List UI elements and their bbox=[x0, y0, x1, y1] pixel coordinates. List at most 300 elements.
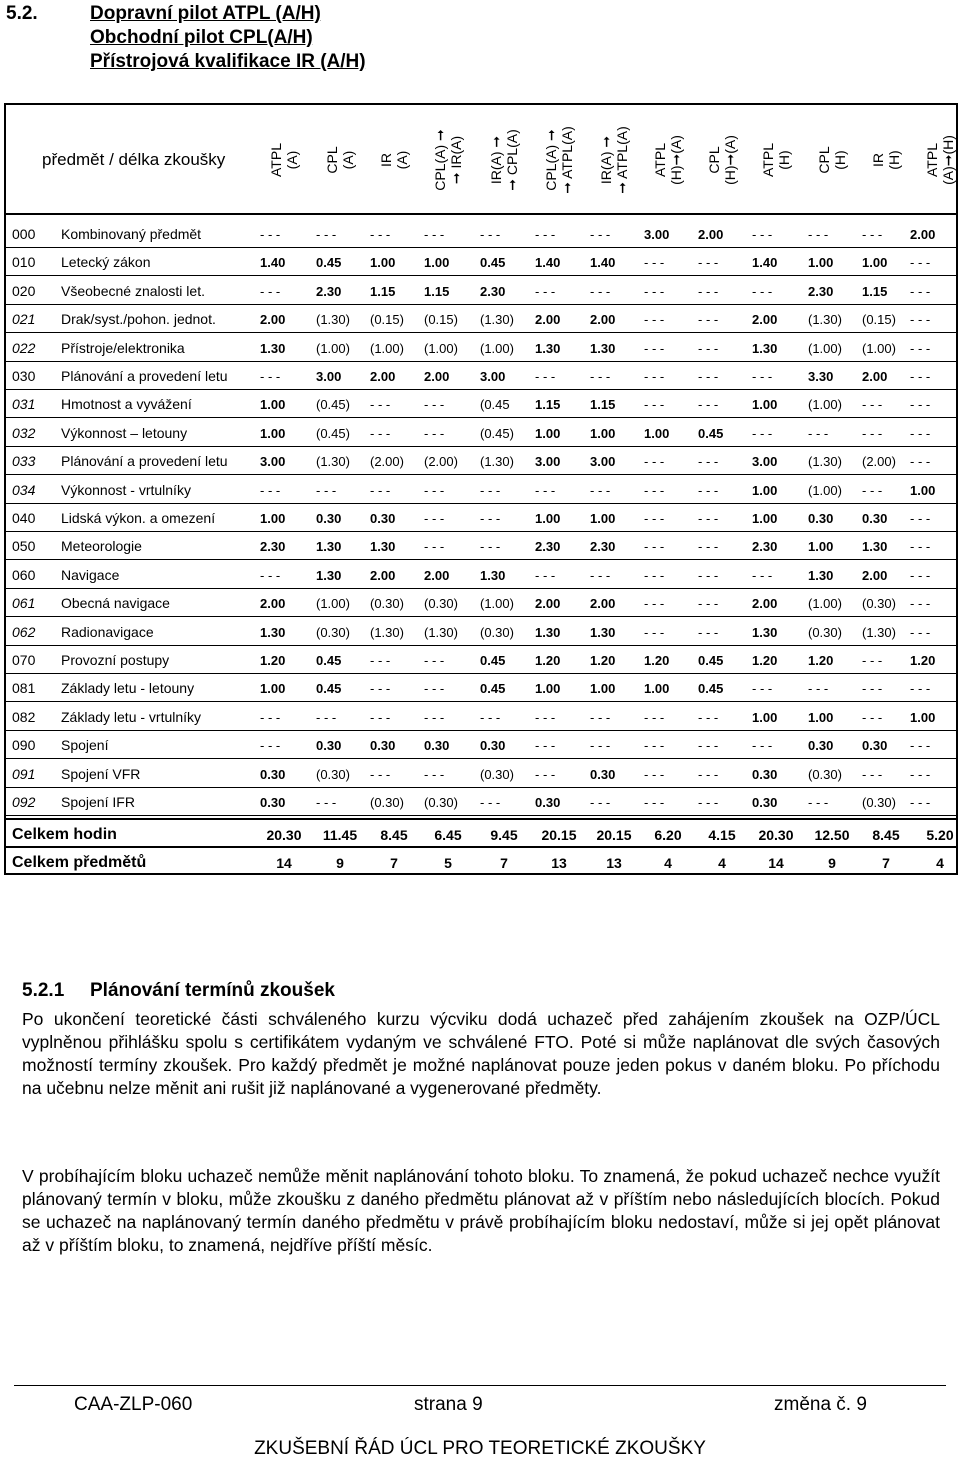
subject-code: 061 bbox=[12, 595, 36, 612]
cell-value: - - - bbox=[698, 255, 719, 271]
total-value: 20.30 bbox=[758, 827, 794, 843]
cell-value: - - - bbox=[424, 709, 445, 725]
cell-value: - - - bbox=[910, 255, 931, 271]
cell-value: 1.30 bbox=[752, 624, 778, 640]
cell-value: 1.30 bbox=[480, 567, 506, 583]
subject-name: Obecná navigace bbox=[61, 595, 170, 612]
cell-value: - - - bbox=[370, 482, 391, 498]
cell-value: 1.20 bbox=[910, 653, 936, 668]
column-header-line1: CPL bbox=[324, 146, 340, 174]
cell-value: 1.00 bbox=[424, 255, 450, 271]
cell-value: (2.00) bbox=[862, 454, 896, 470]
subject-code: 020 bbox=[12, 282, 36, 299]
cell-value: - - - bbox=[698, 511, 719, 526]
subject-code: 090 bbox=[12, 737, 36, 754]
column-header-line1: ATPL bbox=[652, 143, 668, 177]
cell-value: 2.00 bbox=[698, 227, 724, 242]
total-value: 11.45 bbox=[322, 827, 358, 843]
cell-value: - - - bbox=[698, 482, 719, 498]
total-value: 5.20 bbox=[926, 827, 954, 843]
subject-code: 021 bbox=[12, 311, 36, 328]
cell-value: 0.30 bbox=[316, 738, 342, 754]
cell-value: - - - bbox=[370, 397, 391, 413]
cell-value: - - - bbox=[535, 369, 556, 384]
table-row bbox=[6, 561, 956, 589]
cell-value: 0.45 bbox=[698, 425, 724, 441]
cell-value: 1.20 bbox=[535, 653, 561, 668]
subject-code: 062 bbox=[12, 623, 36, 640]
column-header bbox=[477, 115, 531, 205]
cell-value: (1.00) bbox=[316, 340, 350, 356]
subject-code: 031 bbox=[12, 396, 36, 413]
table-row bbox=[6, 390, 956, 418]
cell-value: 1.20 bbox=[590, 653, 616, 668]
cell-value: 2.00 bbox=[260, 312, 286, 328]
cell-value: - - - bbox=[752, 425, 773, 441]
table-header bbox=[6, 105, 956, 215]
cell-value: 0.45 bbox=[480, 255, 506, 271]
cell-value: (1.00) bbox=[480, 340, 514, 356]
table-row bbox=[6, 703, 956, 731]
cell-value: 1.00 bbox=[808, 709, 834, 725]
cell-value: - - - bbox=[370, 709, 391, 725]
total-value: 6.20 bbox=[654, 827, 682, 843]
cell-value: - - - bbox=[752, 369, 773, 384]
cell-value: - - - bbox=[424, 766, 445, 782]
cell-value: - - - bbox=[808, 795, 829, 810]
table-row bbox=[6, 277, 956, 305]
cell-value: - - - bbox=[910, 624, 931, 640]
cell-value: 1.30 bbox=[862, 539, 888, 555]
cell-value: 1.00 bbox=[644, 425, 670, 441]
subject-code: 082 bbox=[12, 708, 36, 725]
cell-value: - - - bbox=[644, 255, 665, 271]
cell-value: 3.00 bbox=[752, 454, 778, 470]
cell-value: 3.00 bbox=[480, 369, 506, 384]
subject-name: Základy letu - letouny bbox=[61, 680, 195, 697]
footer-doc-id: CAA-ZLP-060 bbox=[74, 1394, 193, 1415]
cell-value: (1.00) bbox=[808, 482, 842, 498]
column-header bbox=[313, 115, 367, 205]
cell-value: - - - bbox=[644, 397, 665, 413]
cell-value: - - - bbox=[910, 312, 931, 328]
cell-value: 1.20 bbox=[808, 653, 834, 668]
cell-value: (0.30) bbox=[316, 624, 350, 640]
cell-value: (1.00) bbox=[862, 340, 896, 356]
column-header bbox=[913, 115, 960, 205]
cell-value: 1.30 bbox=[316, 567, 342, 583]
subject-name: Letecký zákon bbox=[61, 254, 151, 271]
cell-value: 0.30 bbox=[590, 766, 616, 782]
cell-value: 1.00 bbox=[535, 511, 561, 526]
cell-value: - - - bbox=[698, 596, 719, 612]
cell-value: 1.40 bbox=[260, 255, 286, 271]
cell-value: 1.30 bbox=[260, 624, 286, 640]
cell-value: 1.30 bbox=[316, 539, 342, 555]
subject-name: Kombinovaný předmět bbox=[61, 226, 202, 242]
column-header bbox=[859, 115, 913, 205]
cell-value: - - - bbox=[535, 738, 556, 754]
cell-value: - - - bbox=[910, 425, 931, 441]
subject-code: 000 bbox=[12, 226, 36, 242]
column-header bbox=[587, 115, 641, 205]
total-value: 20.30 bbox=[266, 827, 302, 843]
cell-value: - - - bbox=[910, 511, 931, 526]
cell-value: - - - bbox=[370, 227, 391, 242]
cell-value: - - - bbox=[644, 369, 665, 384]
cell-value: (1.30) bbox=[808, 312, 842, 328]
table-row bbox=[6, 589, 956, 617]
cell-value: 1.00 bbox=[752, 397, 778, 413]
cell-value: 0.30 bbox=[752, 766, 778, 782]
cell-value: - - - bbox=[480, 227, 501, 242]
cell-value: (0.15) bbox=[370, 312, 404, 328]
subject-name: Drak/syst./pohon. jednot. bbox=[61, 311, 216, 328]
subject-name: Všeobecné znalosti let. bbox=[61, 282, 205, 299]
cell-value: 2.30 bbox=[480, 283, 506, 299]
column-header-line2: ➞ ATPL(A) bbox=[614, 126, 630, 194]
cell-value: - - - bbox=[910, 795, 931, 810]
cell-value: - - - bbox=[370, 425, 391, 441]
cell-value: 2.30 bbox=[590, 539, 616, 555]
subject-code: 081 bbox=[12, 680, 36, 697]
subject-name: Výkonnost - vrtulníky bbox=[61, 481, 191, 498]
total-value: 7 bbox=[500, 855, 508, 871]
column-header bbox=[532, 115, 586, 205]
cell-value: - - - bbox=[644, 709, 665, 725]
cell-value: (0.30) bbox=[424, 596, 458, 612]
column-header-line1: CPL bbox=[706, 146, 722, 174]
paragraph-2: V probíhajícím bloku uchazeč nemůže měnit naplánování tohoto bloku. To znamená, že pokud uchazeč nechce využít plánovaný termín v bloku, může zkoušku z daného předmětu plánovat až v příštím nebo následujících blocích. Pokud se uchazeč na naplánovaný termín daného předmětu v právě probíhajícím bloku nedostaví, může si jej opět plánovat až v příštím bloku, to znamená, nejdříve příští měsíc. bbox=[22, 1166, 940, 1255]
cell-value: (0.30) bbox=[862, 596, 896, 612]
footer-change: změna č. 9 bbox=[774, 1394, 867, 1415]
table-row bbox=[6, 419, 956, 447]
cell-value: - - - bbox=[752, 227, 773, 242]
total-value: 14 bbox=[276, 855, 292, 871]
cell-value: 0.30 bbox=[260, 795, 286, 810]
cell-value: (0.15) bbox=[862, 312, 896, 328]
cell-value: - - - bbox=[644, 312, 665, 328]
column-header bbox=[257, 115, 311, 205]
cell-value: (1.30) bbox=[424, 624, 458, 640]
table-row bbox=[6, 248, 956, 276]
cell-value: - - - bbox=[644, 511, 665, 526]
column-header-line1: IR bbox=[870, 153, 886, 167]
cell-value: (0.30) bbox=[862, 795, 896, 810]
cell-value: - - - bbox=[910, 397, 931, 413]
cell-value: - - - bbox=[424, 681, 445, 697]
cell-value: (1.30) bbox=[316, 312, 350, 328]
cell-value: 0.30 bbox=[808, 511, 834, 526]
cell-value: 1.00 bbox=[590, 425, 616, 441]
table-row bbox=[6, 476, 956, 504]
total-subjects-label: Celkem předmětů bbox=[12, 854, 147, 871]
cell-value: - - - bbox=[424, 397, 445, 413]
cell-value: 2.00 bbox=[535, 596, 561, 612]
total-value: 13 bbox=[551, 855, 567, 871]
cell-value: - - - bbox=[862, 482, 883, 498]
total-value: 4 bbox=[718, 855, 726, 871]
cell-value: - - - bbox=[910, 766, 931, 782]
cell-value: (0.45 bbox=[480, 397, 510, 413]
column-header bbox=[421, 115, 475, 205]
cell-value: - - - bbox=[862, 653, 883, 668]
cell-value: 1.00 bbox=[535, 681, 561, 697]
cell-value: - - - bbox=[698, 567, 719, 583]
subject-code: 040 bbox=[12, 510, 36, 526]
total-value: 9 bbox=[828, 855, 836, 871]
column-header-line1: ATPL bbox=[924, 143, 940, 177]
cell-value: - - - bbox=[644, 596, 665, 612]
cell-value: (0.30) bbox=[316, 766, 350, 782]
cell-value: 3.00 bbox=[260, 454, 286, 470]
cell-value: - - - bbox=[644, 624, 665, 640]
section-number: 5.2. bbox=[6, 3, 38, 24]
cell-value: 1.00 bbox=[260, 425, 286, 441]
subject-code: 060 bbox=[12, 566, 36, 583]
cell-value: 2.00 bbox=[862, 369, 888, 384]
cell-value: (0.30) bbox=[424, 795, 458, 810]
cell-value: - - - bbox=[260, 482, 281, 498]
cell-value: (1.00) bbox=[480, 596, 514, 612]
cell-value: - - - bbox=[808, 681, 829, 697]
cell-value: - - - bbox=[644, 738, 665, 754]
table-row bbox=[6, 618, 956, 646]
cell-value: - - - bbox=[698, 738, 719, 754]
cell-value: - - - bbox=[910, 567, 931, 583]
cell-value: (0.45) bbox=[316, 425, 350, 441]
cell-value: 0.30 bbox=[260, 766, 286, 782]
cell-value: 1.40 bbox=[752, 255, 778, 271]
cell-value: - - - bbox=[260, 283, 281, 299]
cell-value: - - - bbox=[316, 709, 337, 725]
cell-value: - - - bbox=[698, 283, 719, 299]
total-value: 6.45 bbox=[434, 827, 462, 843]
cell-value: - - - bbox=[752, 567, 773, 583]
cell-value: 3.00 bbox=[535, 454, 561, 470]
subject-code: 032 bbox=[12, 424, 36, 441]
total-value: 8.45 bbox=[872, 827, 900, 843]
cell-value: 3.00 bbox=[590, 454, 616, 470]
column-header-line2: (A) bbox=[284, 150, 300, 170]
cell-value: - - - bbox=[910, 340, 931, 356]
cell-value: - - - bbox=[535, 482, 556, 498]
cell-value: - - - bbox=[698, 369, 719, 384]
column-header-line2: (H) bbox=[776, 150, 792, 170]
cell-value: 1.20 bbox=[644, 653, 670, 668]
cell-value: (1.00) bbox=[808, 397, 842, 413]
subject-name: Plánování a provedení letu bbox=[61, 453, 228, 470]
cell-value: 2.00 bbox=[535, 312, 561, 328]
cell-value: - - - bbox=[535, 709, 556, 725]
cell-value: - - - bbox=[644, 482, 665, 498]
cell-value: 2.00 bbox=[370, 369, 396, 384]
cell-value: (1.30) bbox=[480, 454, 514, 470]
cell-value: 1.00 bbox=[590, 511, 616, 526]
cell-value: 0.30 bbox=[424, 738, 450, 754]
total-subjects-row bbox=[6, 846, 956, 878]
cell-value: - - - bbox=[862, 425, 883, 441]
subject-name: Provozní postupy bbox=[61, 652, 170, 668]
cell-value: 3.00 bbox=[316, 369, 342, 384]
column-header-line2: ➞ IR(A) bbox=[448, 135, 464, 185]
cell-value: - - - bbox=[910, 596, 931, 612]
subject-code: 050 bbox=[12, 538, 36, 555]
total-value: 4.15 bbox=[708, 827, 736, 843]
cell-value: - - - bbox=[644, 766, 665, 782]
cell-value: 2.30 bbox=[535, 539, 561, 555]
cell-value: - - - bbox=[698, 312, 719, 328]
subsection-title: Plánování termínů zkoušek bbox=[90, 980, 335, 1001]
total-value: 9.45 bbox=[490, 827, 518, 843]
cell-value: 1.15 bbox=[590, 397, 616, 413]
cell-value: 1.20 bbox=[260, 653, 286, 668]
exam-table bbox=[4, 103, 958, 875]
cell-value: (1.00) bbox=[808, 596, 842, 612]
subject-name: Hmotnost a vyvážení bbox=[61, 396, 192, 413]
cell-value: - - - bbox=[424, 482, 445, 498]
cell-value: 0.45 bbox=[480, 681, 506, 697]
cell-value: 1.00 bbox=[752, 511, 778, 526]
cell-value: 0.30 bbox=[480, 738, 506, 754]
column-header-line2: (H) bbox=[886, 150, 902, 170]
cell-value: - - - bbox=[590, 738, 611, 754]
table-row bbox=[6, 305, 956, 333]
cell-value: - - - bbox=[590, 369, 611, 384]
table-row bbox=[6, 220, 956, 248]
subject-name: Meteorologie bbox=[61, 538, 142, 555]
subject-name: Spojení bbox=[61, 737, 109, 754]
cell-value: 1.00 bbox=[862, 255, 888, 271]
footer bbox=[14, 1385, 946, 1415]
subject-code: 033 bbox=[12, 453, 36, 470]
subsection-heading bbox=[22, 980, 335, 1002]
cell-value: (1.30) bbox=[316, 454, 350, 470]
cell-value: (0.30) bbox=[480, 766, 514, 782]
subject-name: Plánování a provedení letu bbox=[61, 368, 228, 384]
cell-value: 2.00 bbox=[424, 567, 450, 583]
cell-value: 0.30 bbox=[370, 511, 396, 526]
cell-value: 0.45 bbox=[698, 653, 724, 668]
subject-code: 070 bbox=[12, 652, 36, 668]
table-row bbox=[6, 646, 956, 674]
column-header-line2: ➞ ATPL(A) bbox=[559, 126, 575, 194]
cell-value: - - - bbox=[698, 766, 719, 782]
column-header-line1: IR bbox=[378, 153, 394, 168]
subject-code: 030 bbox=[12, 368, 36, 384]
cell-value: 2.00 bbox=[260, 596, 286, 612]
subject-code: 010 bbox=[12, 254, 36, 271]
table-row bbox=[6, 532, 956, 560]
cell-value: (0.30) bbox=[808, 624, 842, 640]
cell-value: (0.15) bbox=[424, 312, 458, 328]
total-value: 12.50 bbox=[814, 827, 850, 843]
cell-value: - - - bbox=[316, 227, 337, 242]
subject-name: Navigace bbox=[61, 566, 120, 583]
heading-line-2: Obchodní pilot CPL(A/H) bbox=[90, 27, 313, 48]
cell-value: 1.00 bbox=[752, 482, 778, 498]
cell-value: - - - bbox=[480, 795, 501, 810]
cell-value: 1.00 bbox=[644, 681, 670, 697]
cell-value: 2.00 bbox=[752, 312, 778, 328]
total-value: 5 bbox=[444, 855, 452, 871]
cell-value: - - - bbox=[862, 766, 883, 782]
total-value: 4 bbox=[664, 855, 672, 871]
cell-value: 1.00 bbox=[808, 255, 834, 271]
cell-value: (1.30) bbox=[808, 454, 842, 470]
cell-value: (0.45) bbox=[480, 425, 514, 441]
total-value: 20.15 bbox=[596, 827, 632, 843]
cell-value: 3.00 bbox=[644, 227, 670, 242]
cell-value: 1.15 bbox=[424, 283, 450, 299]
total-value: 4 bbox=[936, 855, 944, 871]
cell-value: 1.00 bbox=[260, 397, 286, 413]
cell-value: 1.15 bbox=[535, 397, 561, 413]
column-header-line2: (H) bbox=[832, 150, 848, 170]
cell-value: - - - bbox=[590, 227, 611, 242]
cell-value: 0.45 bbox=[316, 255, 342, 271]
footer-title: ZKUŠEBNÍ ŘÁD ÚCL PRO TEORETICKÉ ZKOUŠKY bbox=[254, 1438, 706, 1459]
cell-value: (1.00) bbox=[424, 340, 458, 356]
cell-value: - - - bbox=[260, 709, 281, 725]
cell-value: - - - bbox=[698, 340, 719, 356]
cell-value: (0.30) bbox=[370, 795, 404, 810]
cell-value: 2.00 bbox=[370, 567, 396, 583]
cell-value: 1.00 bbox=[910, 482, 936, 498]
cell-value: - - - bbox=[862, 227, 883, 242]
cell-value: - - - bbox=[480, 709, 501, 725]
table-row bbox=[6, 760, 956, 788]
subject-name: Spojení IFR bbox=[61, 794, 135, 810]
subject-code: 091 bbox=[12, 765, 36, 782]
cell-value: - - - bbox=[808, 425, 829, 441]
cell-value: - - - bbox=[480, 482, 501, 498]
cell-value: - - - bbox=[910, 283, 931, 299]
total-value: 8.45 bbox=[380, 827, 408, 843]
cell-value: 2.00 bbox=[910, 227, 936, 242]
column-header-line1: IR(A) ➞ bbox=[598, 135, 614, 185]
footer-page: strana 9 bbox=[414, 1394, 483, 1415]
cell-value: (0.30) bbox=[370, 596, 404, 612]
subject-header: předmět / délka zkoušky bbox=[42, 150, 226, 169]
cell-value: - - - bbox=[862, 397, 883, 413]
cell-value: - - - bbox=[644, 567, 665, 583]
column-header-line1: CPL bbox=[816, 146, 832, 174]
cell-value: 1.20 bbox=[752, 653, 778, 668]
cell-value: - - - bbox=[260, 369, 281, 384]
cell-value: - - - bbox=[260, 738, 281, 754]
cell-value: 1.40 bbox=[535, 255, 561, 271]
cell-value: - - - bbox=[698, 397, 719, 413]
cell-value: - - - bbox=[644, 795, 665, 810]
cell-value: - - - bbox=[590, 795, 611, 810]
cell-value: 1.15 bbox=[370, 283, 396, 299]
cell-value: - - - bbox=[424, 653, 445, 668]
cell-value: 0.30 bbox=[862, 738, 888, 754]
total-value: 9 bbox=[336, 855, 344, 871]
cell-value: - - - bbox=[424, 227, 445, 242]
heading-line-3: Přístrojová kvalifikace IR (A/H) bbox=[90, 51, 366, 72]
cell-value: 0.45 bbox=[698, 681, 724, 697]
table-row bbox=[6, 447, 956, 475]
cell-value: - - - bbox=[910, 738, 931, 754]
column-header-line2: ➞ CPL(A) bbox=[504, 129, 520, 191]
column-header-line1: IR(A) ➞ bbox=[488, 135, 504, 185]
cell-value: - - - bbox=[480, 511, 501, 526]
subject-code: 092 bbox=[12, 794, 36, 810]
cell-value: 2.00 bbox=[590, 312, 616, 328]
cell-value: 1.30 bbox=[535, 340, 561, 356]
